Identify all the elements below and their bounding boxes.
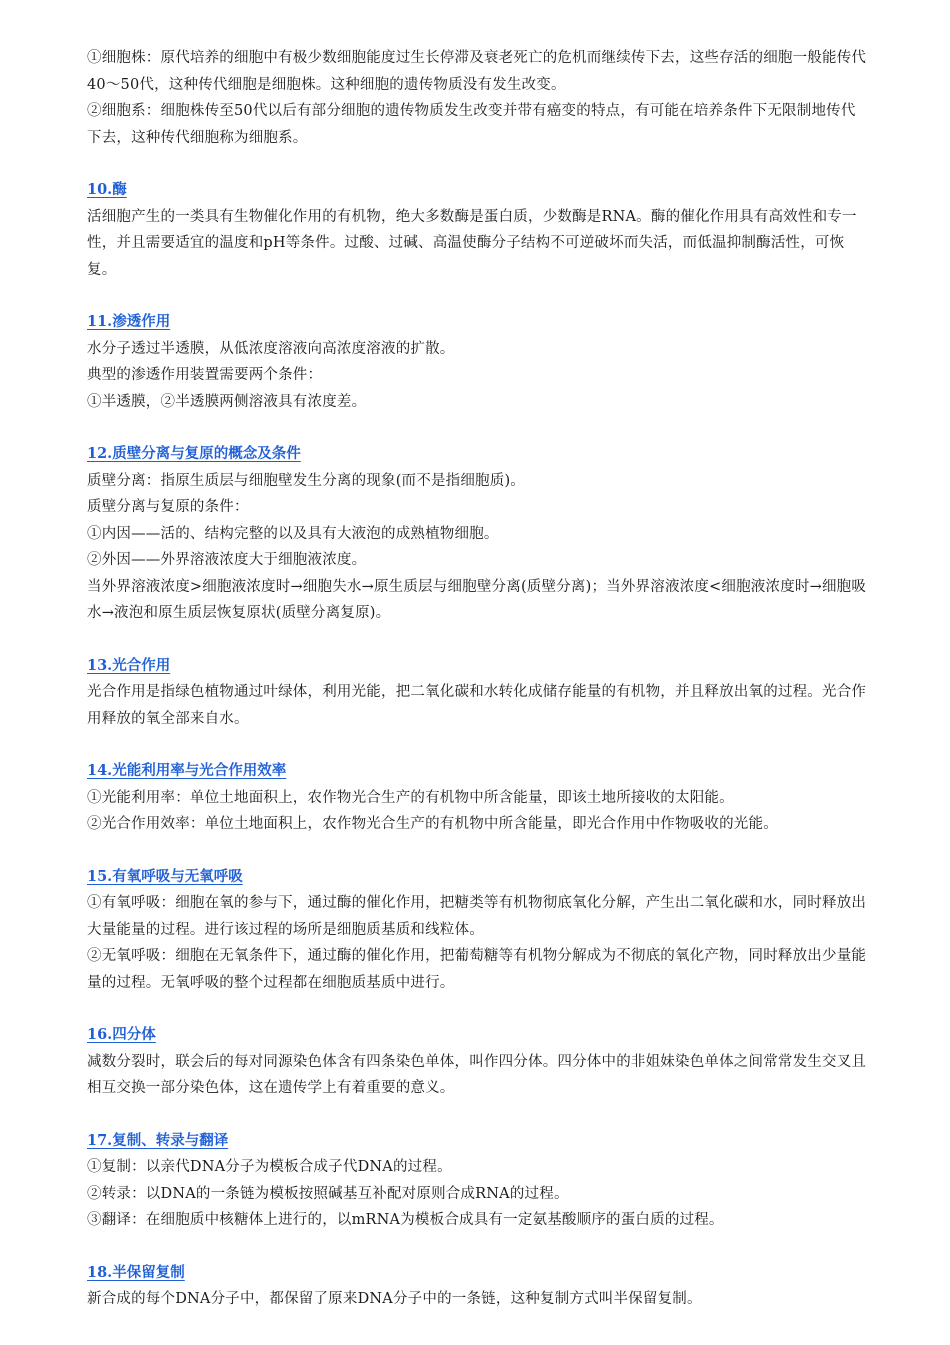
section-paragraph: ②转录：以DNA的一条链为模板按照碱基互补配对原则合成RNA的过程。	[87, 1185, 569, 1202]
section-paragraph: 典型的渗透作用装置需要两个条件：	[87, 367, 323, 383]
section-paragraph: 活细胞产生的一类具有生物催化作用的有机物，绝大多数酶是蛋白质，少数酶是RNA。酶的催化作用具有高效性和专一性，并且需要适宜的温度和pH等条件。过酸、过碱、高温使酶分子结构不可逆破坏而失活，而低温抑制酶活性，可恢复。	[87, 208, 857, 278]
intro-block	[87, 45, 867, 151]
section-heading-link[interactable]: 15.有氧呼吸与无氧呼吸	[87, 867, 243, 885]
section-heading-link[interactable]: 17.复制、转录与翻译	[87, 1131, 229, 1149]
section-heading-link[interactable]: 11.渗透作用	[87, 313, 171, 330]
section	[87, 441, 867, 627]
section-heading-link[interactable]: 18.半保留复制	[87, 1263, 185, 1281]
section	[87, 758, 867, 838]
section-paragraph: ②外因——外界溶液浓度大于细胞液浓度。	[87, 552, 367, 568]
intro-paragraph-cell-strain: ①细胞株：原代培养的细胞中有极少数细胞能度过生长停滞及衰老死亡的危机而继续传下去，这些存活的细胞一般能传代40～50代，这种传代细胞是细胞株。这种细胞的遗传物质没有发生改变。	[87, 50, 867, 93]
section-paragraph: ①光能利用率：单位土地面积上，农作物光合生产的有机物中所含能量，即该土地所接收的太阳能。	[87, 789, 734, 806]
section-paragraph: ①有氧呼吸：细胞在氧的参与下，通过酶的催化作用，把糖类等有机物彻底氧化分解，产生出二氧化碳和水，同时释放出大量能量的过程。进行该过程的场所是细胞质基质和线粒体。	[87, 895, 867, 938]
section-heading-link[interactable]: 12.质壁分离与复原的概念及条件	[87, 445, 301, 462]
intro-paragraph-cell-line: ②细胞系：细胞株传至50代以后有部分细胞的遗传物质发生改变并带有癌变的特点，有可能在培养条件下无限制地传代下去，这种传代细胞称为细胞系。	[87, 103, 856, 146]
section-paragraph: 质壁分离：指原生质层与细胞壁发生分离的现象(而不是指细胞质)。	[87, 472, 526, 489]
section-paragraph: ②光合作用效率：单位土地面积上，农作物光合生产的有机物中所含能量，即光合作用中作物吸收的光能。	[87, 816, 778, 832]
section	[87, 864, 867, 997]
section	[87, 1260, 867, 1313]
section-paragraph: ①复制：以亲代DNA分子为模板合成子代DNA的过程。	[87, 1159, 452, 1175]
section	[87, 1128, 867, 1234]
document-page	[87, 45, 867, 1313]
section	[87, 177, 867, 283]
section-paragraph: 质壁分离与复原的条件：	[87, 499, 249, 515]
section-paragraph: ①内因——活的、结构完整的以及具有大液泡的成熟植物细胞。	[87, 525, 499, 542]
section-paragraph: 新合成的每个DNA分子中，都保留了原来DNA分子中的一条链，这种复制方式叫半保留复制。	[87, 1291, 702, 1307]
section-paragraph: ③翻译：在细胞质中核糖体上进行的，以mRNA为模板合成具有一定氨基酸顺序的蛋白质的过程。	[87, 1212, 724, 1228]
section-paragraph: 水分子透过半透膜，从低浓度溶液向高浓度溶液的扩散。	[87, 340, 455, 357]
section-paragraph: 减数分裂时，联会后的每对同源染色体含有四条染色单体，叫作四分体。四分体中的非姐妹染色单体之间常常发生交叉且相互交换一部分染色体，这在遗传学上有着重要的意义。	[87, 1053, 867, 1096]
section-paragraph: 光合作用是指绿色植物通过叶绿体，利用光能，把二氧化碳和水转化成储存能量的有机物，并且释放出氧的过程。光合作用释放的氧全部来自水。	[87, 684, 867, 727]
section	[87, 653, 867, 733]
section	[87, 309, 867, 415]
section-paragraph: ①半透膜，②半透膜两侧溶液具有浓度差。	[87, 393, 367, 410]
section-heading-link[interactable]: 16.四分体	[87, 1026, 156, 1043]
section-heading-link[interactable]: 13.光合作用	[87, 656, 171, 674]
section-paragraph: ②无氧呼吸：细胞在无氧条件下，通过酶的催化作用，把葡萄糖等有机物分解成为不彻底的氧化产物，同时释放出少量能量的过程。无氧呼吸的整个过程都在细胞质基质中进行。	[87, 948, 867, 991]
section	[87, 1022, 867, 1102]
sections-container	[87, 177, 867, 1313]
section-heading-link[interactable]: 10.酶	[87, 181, 127, 198]
section-paragraph: 当外界溶液浓度>细胞液浓度时→细胞失水→原生质层与细胞壁分离(质壁分离)；当外界溶液浓度<细胞液浓度时→细胞吸水→液泡和原生质层恢复原状(质壁分离复原)。	[87, 578, 867, 621]
section-heading-link[interactable]: 14.光能利用率与光合作用效率	[87, 762, 287, 779]
